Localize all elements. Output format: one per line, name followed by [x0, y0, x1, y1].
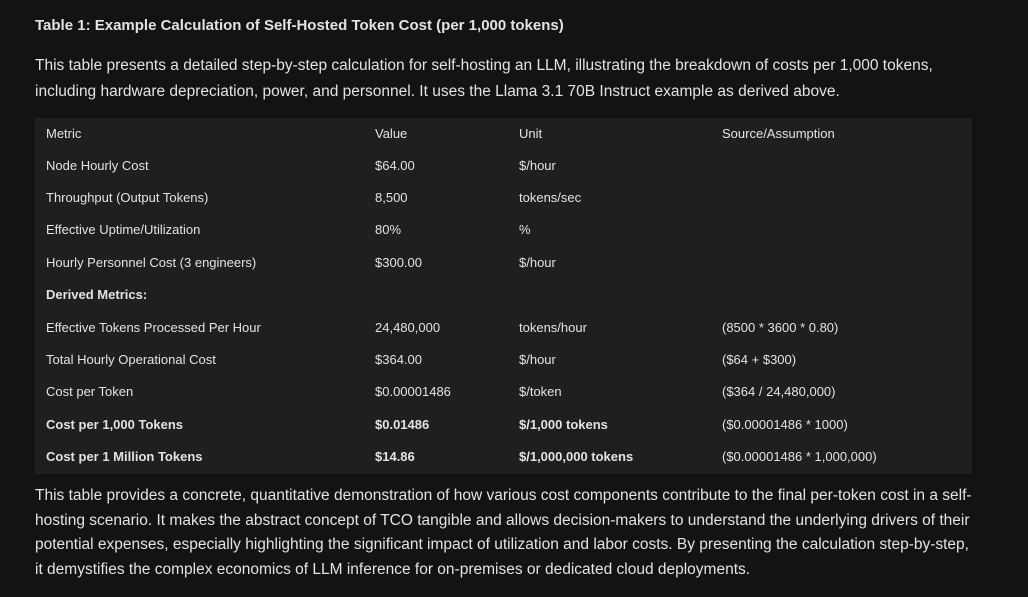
- cell-unit: $/1,000,000 tokens: [519, 449, 634, 465]
- cell-metric: Effective Tokens Processed Per Hour: [46, 319, 261, 335]
- cell-unit: $/hour: [519, 352, 556, 368]
- cost-table: [35, 118, 972, 473]
- cell-metric: Hourly Personnel Cost (3 engineers): [46, 254, 257, 270]
- cell-value: $300.00: [375, 254, 422, 270]
- cell-unit: tokens/hour: [519, 319, 587, 335]
- table-header-row: [35, 118, 972, 149]
- intro-paragraph: This table presents a detailed step-by-step calculation for self-hosting an LLM, illustrating the breakdown of costs per 1,000 tokens, including hardware depreciation, power, and personnel. It uses the Llama 3.1 70B Instruct example as derived above.: [35, 57, 933, 100]
- table-row: [35, 343, 972, 375]
- cell-source: [722, 279, 972, 311]
- table-row: [35, 376, 972, 408]
- header-metric: Metric: [46, 126, 82, 141]
- header-source: Source/Assumption: [722, 126, 835, 141]
- table-row: [35, 441, 972, 473]
- table-section-row: [35, 279, 972, 311]
- cell-metric: Derived Metrics:: [46, 287, 148, 303]
- header-unit: Unit: [519, 126, 543, 141]
- cell-metric: Throughput (Output Tokens): [46, 190, 209, 206]
- cell-unit: $/hour: [519, 157, 556, 173]
- cell-metric: Cost per Token: [46, 384, 134, 400]
- outro-paragraph: This table provides a concrete, quantitative demonstration of how various cost components contribute to the final per-token cost in a self-hosting scenario. It makes the abstract concept of TCO tangible and allows decision-makers to understand the underlying drivers of their potential expenses, especially highlighting the significant impact of utilization and labor costs. By presenting the calculation step-by-step, it demystifies the complex economics of LLM inference for on-premises or dedicated cloud deployments.: [35, 487, 972, 578]
- table-row: [35, 214, 972, 246]
- table-row: [35, 408, 972, 440]
- table-row: [35, 149, 972, 181]
- header-value: Value: [375, 126, 408, 141]
- table-title: Table 1: Example Calculation of Self-Hosted Token Cost (per 1,000 tokens): [35, 17, 564, 34]
- cell-value: [375, 279, 519, 311]
- table-row: [35, 311, 972, 343]
- cell-metric: Cost per 1,000 Tokens: [46, 416, 184, 432]
- cell-source: ($0.00001486 * 1,000,000): [722, 449, 877, 465]
- cell-value: 24,480,000: [375, 319, 441, 335]
- cell-metric: Cost per 1 Million Tokens: [46, 449, 203, 465]
- cell-source: (8500 * 3600 * 0.80): [722, 319, 839, 335]
- cell-value: $14.86: [375, 449, 415, 465]
- cell-source: ($64 + $300): [722, 352, 797, 368]
- cell-source: [722, 214, 972, 246]
- cell-source: ($0.00001486 * 1000): [722, 416, 848, 432]
- table-row: [35, 181, 972, 213]
- cell-metric: Effective Uptime/Utilization: [46, 222, 201, 238]
- cell-metric: Total Hourly Operational Cost: [46, 352, 216, 368]
- cell-unit: tokens/sec: [519, 190, 582, 206]
- cell-value: $64.00: [375, 157, 415, 173]
- cell-value: 8,500: [375, 190, 408, 206]
- cost-table-container: [35, 118, 972, 474]
- cell-unit: $/1,000 tokens: [519, 416, 608, 432]
- cell-unit: $/hour: [519, 254, 556, 270]
- cell-value: $0.00001486: [375, 384, 451, 400]
- cell-source: [722, 149, 972, 181]
- cell-unit: %: [519, 222, 531, 238]
- cell-value: 80%: [375, 222, 402, 238]
- cell-source: [722, 181, 972, 213]
- cell-source: ($364 / 24,480,000): [722, 384, 836, 400]
- cell-unit: [519, 279, 722, 311]
- table-row: [35, 246, 972, 278]
- cell-value: $364.00: [375, 352, 422, 368]
- cell-source: [722, 246, 972, 278]
- cell-metric: Node Hourly Cost: [46, 157, 149, 173]
- cell-unit: $/token: [519, 384, 562, 400]
- cell-value: $0.01486: [375, 416, 430, 432]
- table-body: [35, 149, 972, 473]
